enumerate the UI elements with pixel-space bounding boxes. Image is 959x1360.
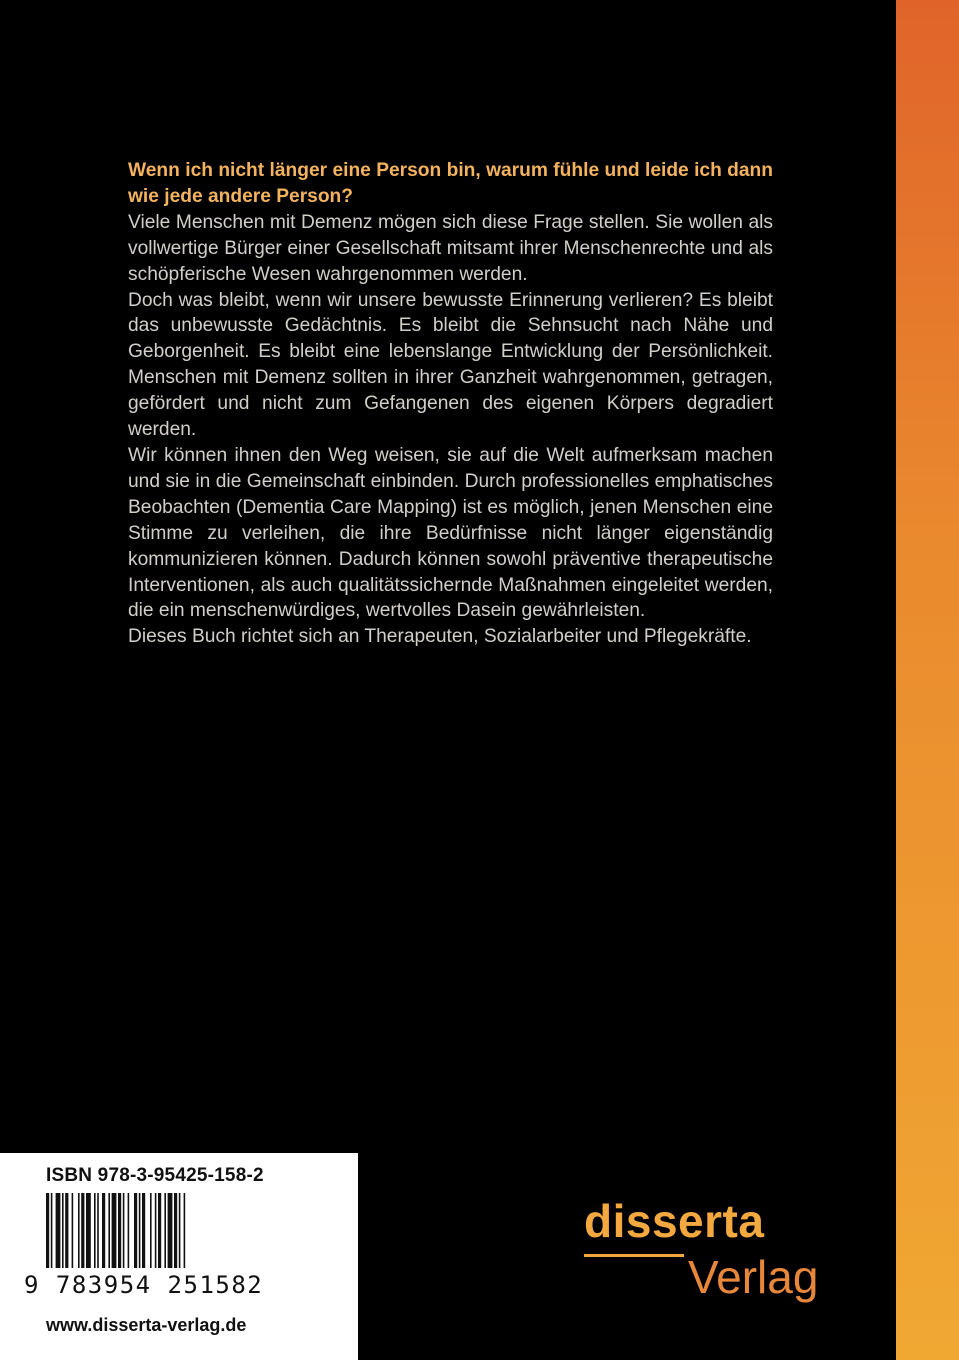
barcode-digits: 9 783954 251582 (24, 1271, 264, 1299)
blurb-paragraph-3: Wir können ihnen den Weg weisen, sie auf die Welt aufmerksam machen und sie in die Gemeinschaft einbinden. Durch professionelles emphatisches Beobachten (Dementia Care Mapping) ist es möglich, jenen Menschen eine Stimme zu verleihen, die ihre Bedürfnisse nicht länger eigenständig kommunizieren können. Dadurch können sowohl präventive therapeutische Interventionen, als auch qualitätssichernde Maßnahmen eingeleitet werden, die ein menschenwürdiges, wertvolles Dasein gewährleisten. (128, 444, 773, 622)
blurb-paragraph-4: Dieses Buch richtet sich an Therapeuten, Sozialarbeiter und Pflegekräfte. (128, 626, 752, 648)
publisher-logo (584, 1196, 844, 1316)
blurb-paragraph-1: Viele Menschen mit Demenz mögen sich diese Frage stellen. Sie wollen als vollwertige Bürger einer Gesellschaft mitsamt ihrer Menschenrechte und als schöpferische Wesen wahrgenommen werden. (128, 211, 773, 285)
blurb-paragraph-2: Doch was bleibt, wenn wir unsere bewusste Erinnerung verlieren? Es bleibt das unbewusste Gedächtnis. Es bleibt die Sehnsucht nach Nähe und Geborgenheit. Es bleibt eine lebenslange Entwicklung der Persönlichkeit. Menschen mit Demenz sollten in ihrer Ganzheit wahrgenommen, getragen, gefördert und nicht zum Gefangenen des eigenen Körpers degradiert werden. (128, 289, 773, 441)
publisher-url: www.disserta-verlag.de (46, 1315, 247, 1335)
isbn-barcode-box (0, 1153, 358, 1360)
publisher-name: disserta (584, 1195, 765, 1247)
blurb-headline: Wenn ich nicht länger eine Person bin, warum fühle und leide ich dann wie jede andere Person? (128, 160, 773, 207)
publisher-logo-rule (584, 1254, 684, 1257)
publisher-subname: Verlag (688, 1251, 819, 1303)
back-cover-blurb (128, 158, 773, 650)
isbn-number: ISBN 978-3-95425-158-2 (46, 1165, 264, 1186)
orange-spine-stripe (896, 0, 959, 1360)
barcode-icon (46, 1193, 278, 1268)
